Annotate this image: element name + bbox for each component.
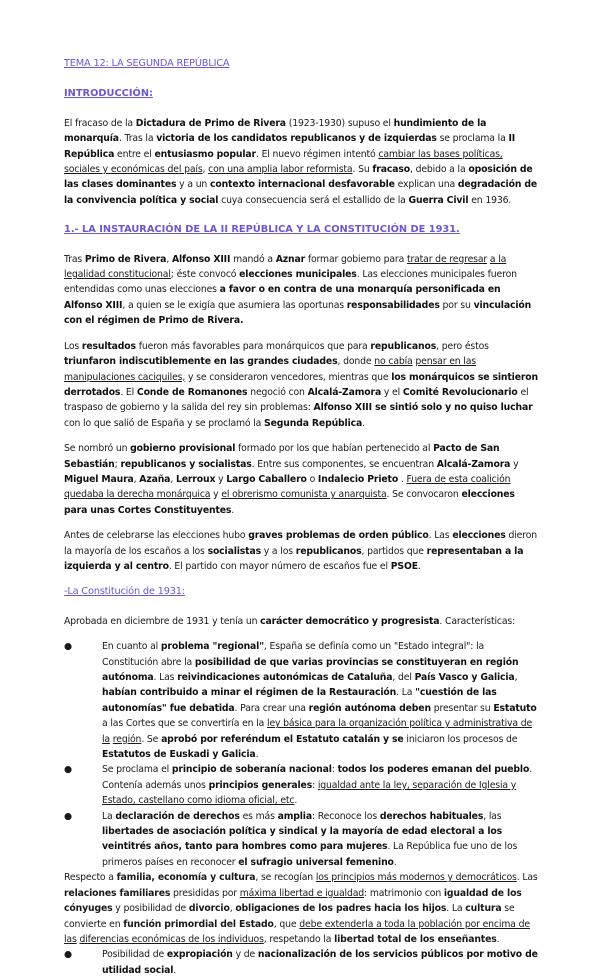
constitution-intro: [64, 614, 540, 629]
bold-text: Primo de Rivera: [84, 253, 167, 265]
text-run: se proclama la: [436, 133, 509, 145]
text-run: , las: [483, 810, 502, 822]
underlined-text: igualdad ante la ley, separación de Iglesia y Estado, castellano como idioma oficial, etc: [102, 779, 517, 807]
bold-text: reivindicaciones autonómicas de Cataluña: [177, 672, 393, 683]
text-run: : Reconoce los: [311, 810, 380, 822]
bullet-icon: ●: [64, 641, 72, 653]
text-run: cuya consecuencia será el estallido de la: [218, 194, 409, 206]
bold-text: resultados: [81, 340, 136, 352]
bold-text: oposición de las clases dominantes: [64, 164, 533, 191]
text-run: .: [294, 795, 298, 807]
bold-text: republicanos: [370, 340, 437, 352]
bold-text: hundimiento de la monarquía: [64, 117, 487, 145]
bullet-item-regional: [64, 639, 540, 762]
text-run: Antes de celebrarse las elecciones hubo: [64, 530, 249, 542]
text-run: , debido a la: [409, 164, 469, 176]
text-run: . El nuevo régimen intentó: [255, 148, 379, 160]
bold-text: degradación de la convivencia política y social: [64, 179, 538, 206]
text-run: .: [417, 560, 421, 572]
bullet-text: [102, 764, 532, 806]
bold-text: representaban a la izquierda y al centro: [64, 545, 524, 572]
underlined-text: región: [112, 733, 142, 745]
text-run: y se consideraron vencedores, mientras que: [185, 371, 392, 383]
text-run: y: [215, 473, 227, 485]
text-run: :: [331, 764, 338, 776]
bold-text: elecciones: [452, 530, 506, 542]
bold-text: elecciones municipales: [239, 269, 357, 281]
text-run: , respetando la: [263, 933, 335, 945]
bold-text: socialistas: [207, 545, 261, 557]
text-run: . Se: [141, 733, 162, 745]
underlined-text: ley básica para la organización política y administrativa de la: [102, 718, 533, 745]
underlined-text: debe extenderla a toda la población por encima de las: [64, 918, 530, 945]
text-run: .: [398, 473, 407, 485]
bold-text: relaciones familiares: [64, 887, 171, 899]
text-run: y de: [232, 949, 258, 961]
text-run: , a quien se le exigía que asumiera las oportunas: [122, 299, 347, 311]
text-run: ,: [166, 253, 172, 265]
text-run: . El partido con mayor número de escaños fue el: [168, 560, 391, 572]
text-run: ;: [114, 458, 121, 470]
text-run: . Se convocaron: [386, 489, 462, 501]
text-run: ; éste convocó: [170, 269, 240, 281]
text-run: . El: [120, 386, 137, 398]
text-run: formar gobierno para: [305, 253, 407, 265]
text-run: . Tras la: [118, 133, 157, 145]
bold-text: Indalecio Prieto: [317, 473, 399, 485]
bold-text: declaración de derechos: [115, 810, 240, 822]
bold-text: contexto internacional desfavorable: [209, 179, 395, 191]
bold-text: carácter democrático y progresista: [260, 615, 440, 627]
underlined-text: no cabía: [374, 356, 413, 368]
text-run: se convierte en: [64, 903, 515, 930]
bold-text: Comité Revolucionario: [402, 386, 518, 398]
text-run: ,: [133, 473, 140, 485]
bold-text: republicanos: [295, 545, 362, 557]
text-run: fueron más favorables para monárquicos que para: [135, 340, 371, 352]
text-run: Aprobada en diciembre de 1931 y tenía un: [64, 615, 261, 627]
text-run: , que: [273, 918, 300, 930]
text-run: y a los: [260, 545, 296, 557]
text-run: Se nombró un: [64, 443, 131, 455]
underlined-text: tratar de regresar: [406, 253, 488, 265]
underlined-text: máxima libertad e igualdad: [239, 887, 365, 899]
text-run: Tras: [64, 253, 85, 265]
bold-text: derechos habituales: [379, 810, 484, 822]
intro-heading: INTRODUCCIÓN:: [64, 88, 153, 100]
text-run: y el: [381, 386, 403, 398]
text-run: , pero éstos: [436, 340, 489, 352]
section-1-paragraph-4: [64, 528, 540, 574]
text-run: dieron la mayoría de los escaños a los: [64, 530, 537, 557]
bullet-text: [102, 641, 537, 760]
text-run: . Entre sus componentes, se encuentran: [251, 458, 437, 470]
bold-text: posibilidad de que varias provincias se constituyeran en región autónoma: [102, 656, 519, 683]
text-run: negoció con: [247, 386, 308, 398]
bold-text: de los enseñantes: [404, 933, 497, 945]
bold-text: igualdad de los cónyuges: [64, 887, 522, 915]
bold-text: nacionalización de los servicios públicos por motivo de utilidad social: [102, 949, 538, 976]
text-run: .: [173, 964, 177, 976]
bold-text: PSOE: [390, 560, 418, 572]
text-run: es más: [239, 810, 278, 822]
text-run: iniciaron los procesos de: [403, 733, 518, 745]
text-run: ,: [514, 672, 518, 683]
document-page: [64, 56, 540, 978]
text-run: . La: [446, 903, 466, 915]
text-run: en 1936.: [468, 194, 512, 206]
bold-text: expropiación: [166, 949, 233, 961]
section-1-heading: 1.- LA INSTAURACIÓN DE LA II REPÚBLICA Y LA CONSTITUCIÓN DE 1931.: [64, 224, 460, 236]
underlined-text: cambiar las bases políticas, sociales y económicas del país: [64, 148, 503, 176]
text-run: explican una: [394, 179, 458, 191]
text-run: a las Cortes que se convertiría en la: [102, 718, 268, 730]
text-run: . La: [396, 687, 416, 699]
text-run: mandó a: [230, 253, 276, 265]
bold-text: Alfonso XIII: [171, 253, 231, 265]
bold-text: "cuestión de las autonomías" fue debatida: [102, 687, 497, 714]
text-run: . Para crear una: [234, 702, 309, 714]
bold-text: Alcalá-Zamora: [307, 386, 382, 398]
text-run: entre el: [114, 148, 155, 160]
text-run: . Su: [352, 164, 373, 176]
bold-text: País Vasco y Galicia: [414, 672, 515, 683]
section-1-paragraph-1: [64, 252, 540, 329]
text-run: ,: [170, 473, 176, 485]
bold-text: gobierno provisional: [130, 443, 236, 455]
bold-text: Azaña: [139, 473, 171, 485]
bold-text: republicanos y socialistas: [120, 458, 252, 470]
bold-text: Estatuto: [493, 702, 537, 714]
underlined-text: con una amplia labor reformista: [208, 164, 353, 176]
text-run: .: [393, 856, 397, 868]
bold-text: Conde de Romanones: [136, 386, 248, 398]
bold-text: Estatutos de Euskadi y Galicia: [102, 749, 256, 761]
bullet-icon: ●: [64, 949, 72, 961]
bold-text: divorcio: [188, 903, 230, 915]
bold-text: aprobó por referéndum el Estatuto catalán y se: [161, 733, 404, 745]
bold-text: cultura: [465, 903, 502, 915]
text-run: (1923-1930) supuso el: [285, 117, 394, 129]
bold-text: amplia: [277, 810, 312, 822]
text-run: , se recogían: [255, 872, 316, 884]
bullet-item-soberania: [64, 762, 540, 808]
bullet-text: [102, 811, 517, 868]
bold-text: el sufragio universal femenino: [238, 856, 394, 868]
constitution-heading: -La Constitución de 1931:: [64, 586, 185, 598]
bold-text: Segunda República: [264, 417, 363, 429]
text-run: Los: [64, 340, 82, 352]
intro-paragraph: [64, 116, 540, 208]
bold-text: libertades de asociación política y sindical y la mayoría de edad electoral a los veintitrés años, tanto para hombres como para mujeres: [102, 826, 503, 853]
text-run: .: [496, 933, 500, 945]
text-run: La: [102, 810, 116, 822]
bold-text: región autónoma deben: [308, 702, 431, 714]
text-run: presentar su: [430, 702, 494, 714]
bold-text: familia, economía y cultura: [116, 872, 256, 884]
text-run: En cuanto al: [102, 641, 161, 653]
bold-text: los monárquicos se sintieron derrotados: [64, 371, 539, 398]
bold-text: elecciones para unas Cortes Constituyentes: [64, 489, 515, 516]
bold-text: responsabilidades: [346, 299, 440, 311]
text-run: y a un: [176, 179, 210, 191]
underlined-text: los principios más modernos y democráticos: [315, 872, 517, 884]
underlined-text: a la legalidad constitucional: [64, 253, 507, 281]
bold-text: vinculación con el régimen de Primo de Rivera.: [64, 299, 532, 327]
text-run: presididas por: [170, 887, 240, 899]
bullet-item-derechos: [64, 809, 540, 871]
text-run: . Características:: [439, 615, 516, 627]
bold-text: Largo Caballero: [226, 473, 307, 485]
bold-text: entusiasmo popular: [154, 148, 256, 160]
text-run: con lo que salió de España y se proclamó la: [64, 417, 265, 429]
text-run: Se proclama el: [102, 764, 172, 776]
bold-text: Pacto de San Sebastián: [64, 443, 500, 470]
text-run: .: [255, 749, 259, 761]
bold-text: principio de soberanía nacional: [171, 764, 332, 776]
text-run: .: [362, 417, 365, 429]
text-run: El fracaso de la: [64, 117, 136, 129]
text-run: , España se definía como un "Estado integral": la Constitución abre la: [102, 641, 485, 668]
family-economy-culture-paragraph: [64, 870, 540, 947]
bold-text: función primordial del Estado: [123, 918, 274, 930]
text-run: . Contenía además unos: [102, 764, 532, 791]
text-run: . La República fue uno de los primeros países en reconocer: [102, 841, 518, 868]
underlined-text: pensar en las manipulaciones caciquiles,: [64, 356, 476, 383]
text-run: o: [306, 473, 318, 485]
text-run: , partidos que: [361, 545, 427, 557]
text-run: y: [510, 458, 519, 470]
text-run: el traspaso de gobierno y la salida del rey sin problemas:: [64, 386, 529, 414]
bold-text: Alcalá-Zamora: [436, 458, 511, 470]
bold-text: libertad total: [334, 933, 402, 945]
bold-text: obligaciones de los padres hacia los hijos: [235, 903, 447, 915]
bold-text: problema "regional": [160, 641, 264, 653]
bold-text: Guerra Civil: [408, 194, 469, 206]
bold-text: victoria de los candidatos republicanos y de izquierdas: [156, 133, 437, 145]
bold-text: triunfaron indiscutiblemente en las grandes ciudades: [64, 356, 338, 368]
bullet-item-expropiacion: [64, 947, 540, 978]
bold-text: a favor o en contra de una monarquía personificada en Alfonso XIII: [64, 284, 501, 311]
text-run: Posibilidad de: [102, 949, 167, 961]
bold-text: Dictadura de Primo de Rivera: [135, 117, 286, 129]
text-run: , del: [392, 672, 415, 683]
section-1-paragraph-3: [64, 441, 540, 518]
bold-text: graves problemas de orden público: [248, 530, 429, 542]
text-run: :: [312, 779, 318, 791]
text-run: y posibilidad de: [112, 903, 189, 915]
text-run: : matrimonio con: [364, 887, 444, 899]
underlined-text: el obrerismo comunista y anarquista: [221, 489, 387, 501]
underlined-text: Fuera de esta coalición quedaba la derecha monárquica: [64, 473, 511, 501]
text-run: . Las elecciones municipales fueron entendidas como unas elecciones: [64, 269, 517, 296]
text-run: .: [231, 504, 235, 516]
bullet-text: [102, 949, 538, 975]
text-run: . Las: [428, 530, 453, 542]
bold-text: Aznar: [275, 253, 306, 265]
document-title: TEMA 12: LA SEGUNDA REPÚBLICA: [64, 58, 230, 69]
text-run: y: [210, 489, 222, 501]
text-run: por su: [439, 299, 474, 311]
text-run: . Las: [516, 872, 538, 884]
section-1-paragraph-2: [64, 339, 540, 431]
text-run: ,: [202, 164, 209, 176]
text-run: , donde: [337, 356, 375, 368]
bold-text: habían contribuido a minar el régimen de la Restauración: [102, 687, 397, 699]
bold-text: principios generales: [208, 779, 313, 791]
bold-text: Alfonso XIII se sintió solo y no quiso luchar: [313, 402, 533, 414]
bold-text: Lerroux: [175, 473, 216, 485]
bold-text: II República: [64, 133, 516, 160]
text-run: . Las: [153, 672, 178, 683]
bold-text: todos los poderes emanan del pueblo: [337, 764, 530, 776]
text-run: formado por los que habían pertenecido al: [235, 443, 434, 455]
bullet-icon: ●: [64, 764, 72, 776]
text-run: ,: [229, 903, 236, 915]
underlined-text: diferencias económicas de los individuos: [79, 933, 264, 945]
bold-text: Miguel Maura: [64, 473, 134, 485]
bold-text: fracaso: [372, 164, 410, 176]
text-run: Respecto a: [64, 872, 117, 884]
bullet-icon: ●: [64, 810, 72, 822]
